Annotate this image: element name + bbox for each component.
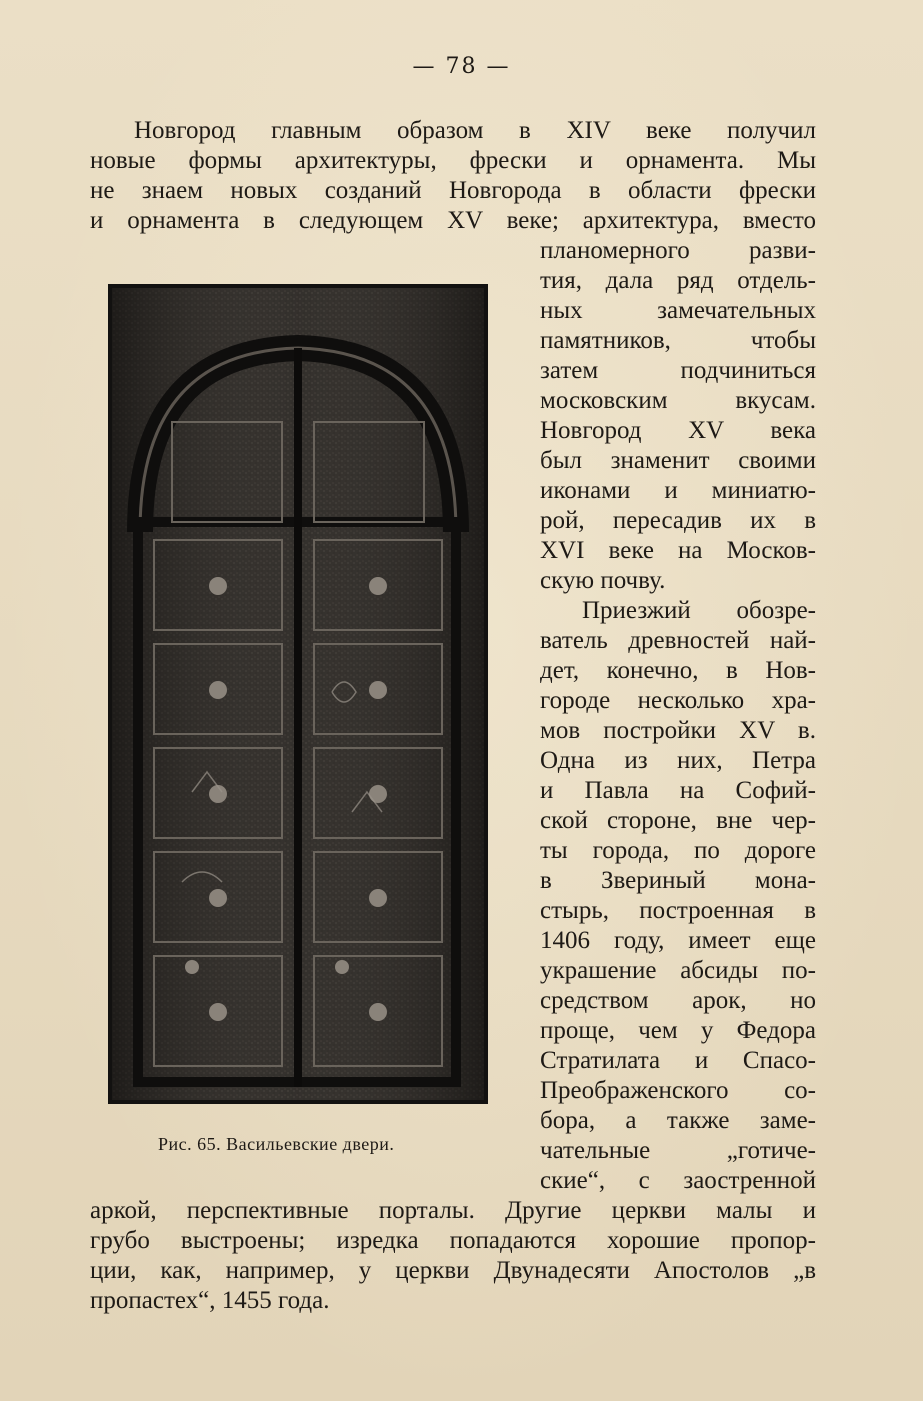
text-line: рой, пересадив их в: [540, 507, 816, 534]
text-line: Приезжий обозре-: [582, 597, 816, 624]
text-line: дет, конечно, в Нов-: [540, 657, 816, 684]
text-line: ты города, по дороге: [540, 837, 816, 864]
text-line: Одна из них, Петра: [540, 747, 816, 774]
text-line: мов постройки XV в.: [540, 717, 816, 744]
text-line: иконами и миниатю-: [540, 477, 816, 504]
text-line: XVI веке на Москов-: [540, 537, 816, 564]
text-line: чательные „готиче-: [540, 1137, 816, 1164]
text-line: был знаменит своими: [540, 447, 816, 474]
text-line: и орнамента в следующем XV веке; архитектура, вместо: [90, 207, 816, 234]
text-line: ватель древностей най-: [540, 627, 816, 654]
text-line: 1406 году, имеет еще: [540, 927, 816, 954]
text-line: памятников, чтобы: [540, 327, 816, 354]
text-line: ных замечательных: [540, 297, 816, 324]
text-line: аркой, перспективные порталы. Другие церкви малы и: [90, 1197, 816, 1224]
text-line: новые формы архитектуры, фрески и орнамента. Мы: [90, 147, 816, 174]
text-line: затем подчиниться: [540, 357, 816, 384]
text-line: проще, чем у Федора: [540, 1017, 816, 1044]
figure-door: [92, 272, 512, 1154]
text-line: скую почву.: [540, 567, 666, 594]
text-line: планомерного разви-: [540, 237, 816, 264]
text-line: грубо выстроены; изредка попадаются хорошие пропор-: [90, 1227, 816, 1254]
text-line: средством арок, но: [540, 987, 816, 1014]
text-line: Новгород главным образом в XIV веке получил: [134, 117, 816, 144]
text-line: бора, а также заме-: [540, 1107, 816, 1134]
text-line: стырь, построенная в: [540, 897, 816, 924]
text-line: в Звериный мона-: [540, 867, 816, 894]
text-line: ские“, с заостренной: [540, 1167, 816, 1194]
text-line: Преображенского со-: [540, 1077, 816, 1104]
text-line: украшение абсиды по-: [540, 957, 816, 984]
text-line: тия, дала ряд отдель-: [540, 267, 816, 294]
text-line: Стратилата и Спасо-: [540, 1047, 816, 1074]
page-number: — 78 —: [412, 54, 511, 79]
text-line: пропастех“, 1455 года.: [90, 1287, 330, 1314]
text-line: не знаем новых созданий Новгорода в области фрески: [90, 177, 816, 204]
text-line: московским вкусам.: [540, 387, 816, 414]
door-photo-image: [92, 272, 512, 1112]
text-line: и Павла на Софий-: [540, 777, 816, 804]
text-line: городе несколько хра-: [540, 687, 816, 714]
text-line: Новгород XV века: [540, 417, 816, 444]
figure-caption: Рис. 65. Васильевские двери.: [158, 1134, 395, 1154]
text-line: ской стороне, вне чер-: [540, 807, 816, 834]
text-line: ции, как, например, у церкви Двунадесяти Апостолов „в: [90, 1257, 816, 1284]
